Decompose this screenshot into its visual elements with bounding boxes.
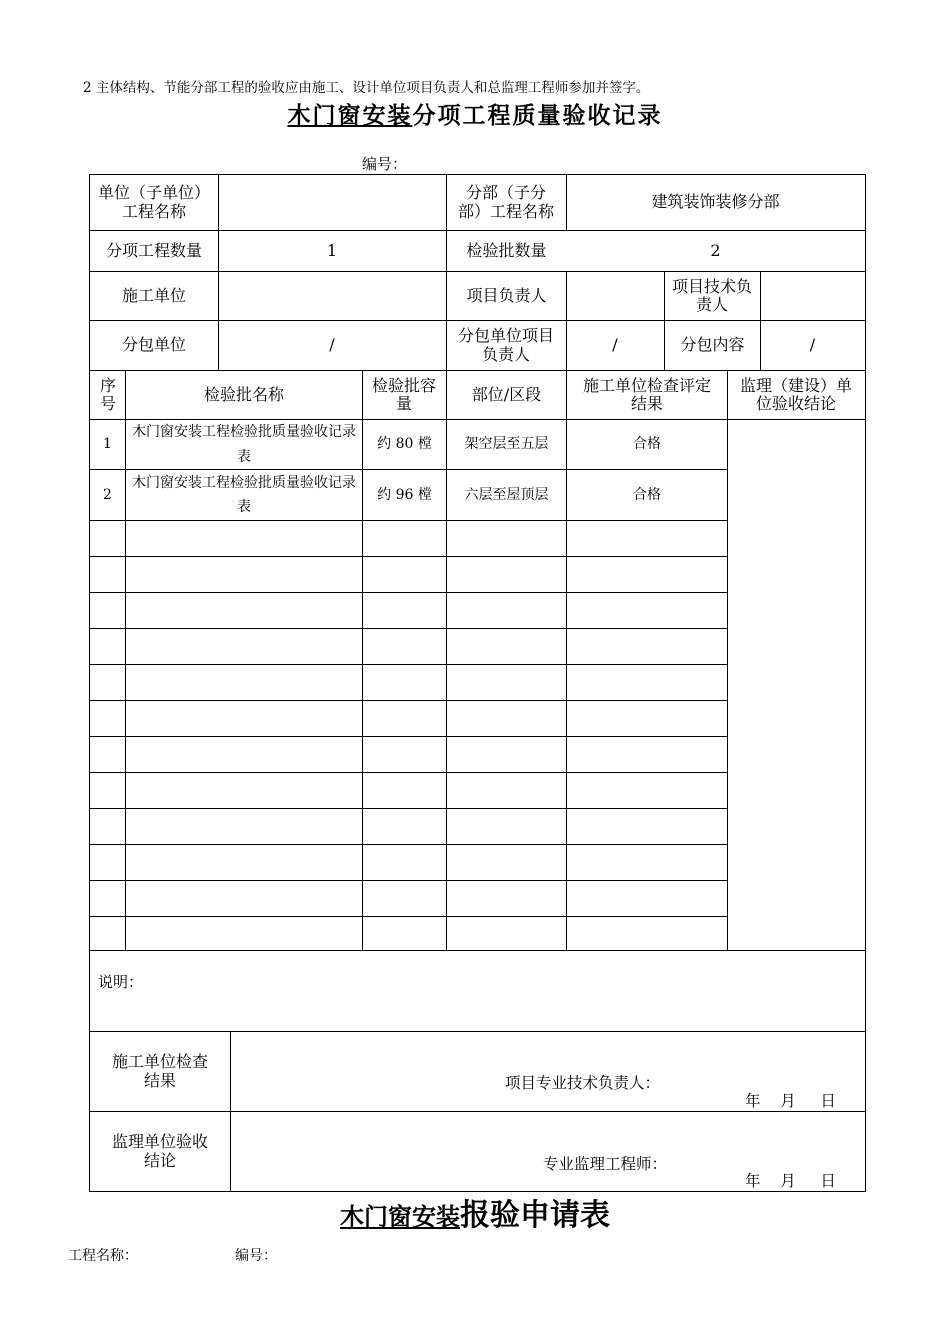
row-1-name: 木门窗安装工程检验批质量验收记录表	[132, 424, 356, 465]
col-header-conclusion: 监理（建设）单位验收结论	[739, 375, 852, 413]
page-title	[0, 97, 950, 130]
col-header-no: 序号	[99, 375, 116, 413]
tech-lead-value[interactable]	[761, 272, 864, 320]
supervisor-date: 年 月 日	[745, 1172, 836, 1190]
sub-content-label: 分包内容	[680, 335, 745, 355]
remarks-label: 说明：	[98, 973, 144, 992]
sub-pm-label: 分包单位项目负责人	[457, 326, 554, 364]
batch-count-label: 检验批数量	[466, 240, 547, 260]
contractor-date: 年 月 日	[745, 1092, 836, 1110]
title-rest: 分项工程质量验收记录	[412, 102, 663, 129]
note-text: 2 主体结构、节能分部工程的验收应由施工、设计单位项目负责人和总监理工程师参加并签字。	[83, 80, 650, 96]
subcontractor-label: 分包单位	[121, 335, 186, 355]
second-title-subject: 木门窗安装	[340, 1202, 460, 1231]
supervisor-check-label: 监理单位验收结论	[112, 1132, 209, 1170]
contractor-label: 施工单位	[121, 285, 186, 305]
code-label: 编号：	[362, 155, 408, 173]
subcontractor-value[interactable]: /	[329, 335, 335, 355]
batch-count-value[interactable]: 2	[710, 240, 721, 260]
col-header-capacity: 检验批容量	[371, 375, 436, 413]
row-2-capacity: 约 96 樘	[377, 486, 432, 503]
row-2-no: 2	[103, 486, 112, 503]
sub-pm-value[interactable]: /	[612, 335, 618, 355]
supervisor-signer-label: 专业监理工程师：	[543, 1155, 668, 1173]
project-name-label: 工程名称：	[68, 1248, 138, 1264]
unit-project-label: 单位（子单位）工程名称	[97, 183, 210, 221]
contractor-signer-label: 项目专业技术负责人：	[505, 1074, 661, 1092]
row-2-result: 合格	[633, 486, 661, 503]
second-title	[0, 1190, 950, 1234]
row-2-name: 木门窗安装工程检验批质量验收记录表	[132, 474, 356, 515]
sub-project-value[interactable]: 建筑装饰装修分部	[651, 192, 780, 212]
tech-lead-label: 项目技术负责人	[672, 276, 753, 314]
item-count-label: 分项工程数量	[105, 240, 202, 260]
pm-value[interactable]	[567, 272, 663, 320]
row-2-location: 六层至屋顶层	[464, 486, 549, 503]
second-title-rest: 报验申请表	[460, 1198, 610, 1233]
unit-project-value[interactable]	[219, 175, 445, 230]
contractor-value[interactable]	[219, 272, 445, 320]
row-1-no: 1	[103, 436, 112, 453]
row-1-capacity: 约 80 樘	[377, 436, 432, 453]
row-1-location: 架空层至五层	[464, 436, 549, 453]
col-header-location: 部位/区段	[471, 384, 542, 404]
item-count-value[interactable]: 1	[326, 240, 338, 260]
title-subject: 木门窗安装	[287, 102, 413, 129]
footer-code-label: 编号：	[235, 1248, 277, 1264]
col-header-name: 检验批名称	[203, 384, 284, 404]
sub-project-label: 分部（子分部）工程名称	[457, 183, 554, 221]
sub-content-value[interactable]: /	[809, 335, 816, 355]
pm-label: 项目负责人	[466, 285, 547, 305]
col-header-result: 施工单位检查评定结果	[582, 375, 711, 413]
contractor-check-label: 施工单位检查结果	[112, 1052, 209, 1090]
row-1-result: 合格	[633, 436, 661, 453]
